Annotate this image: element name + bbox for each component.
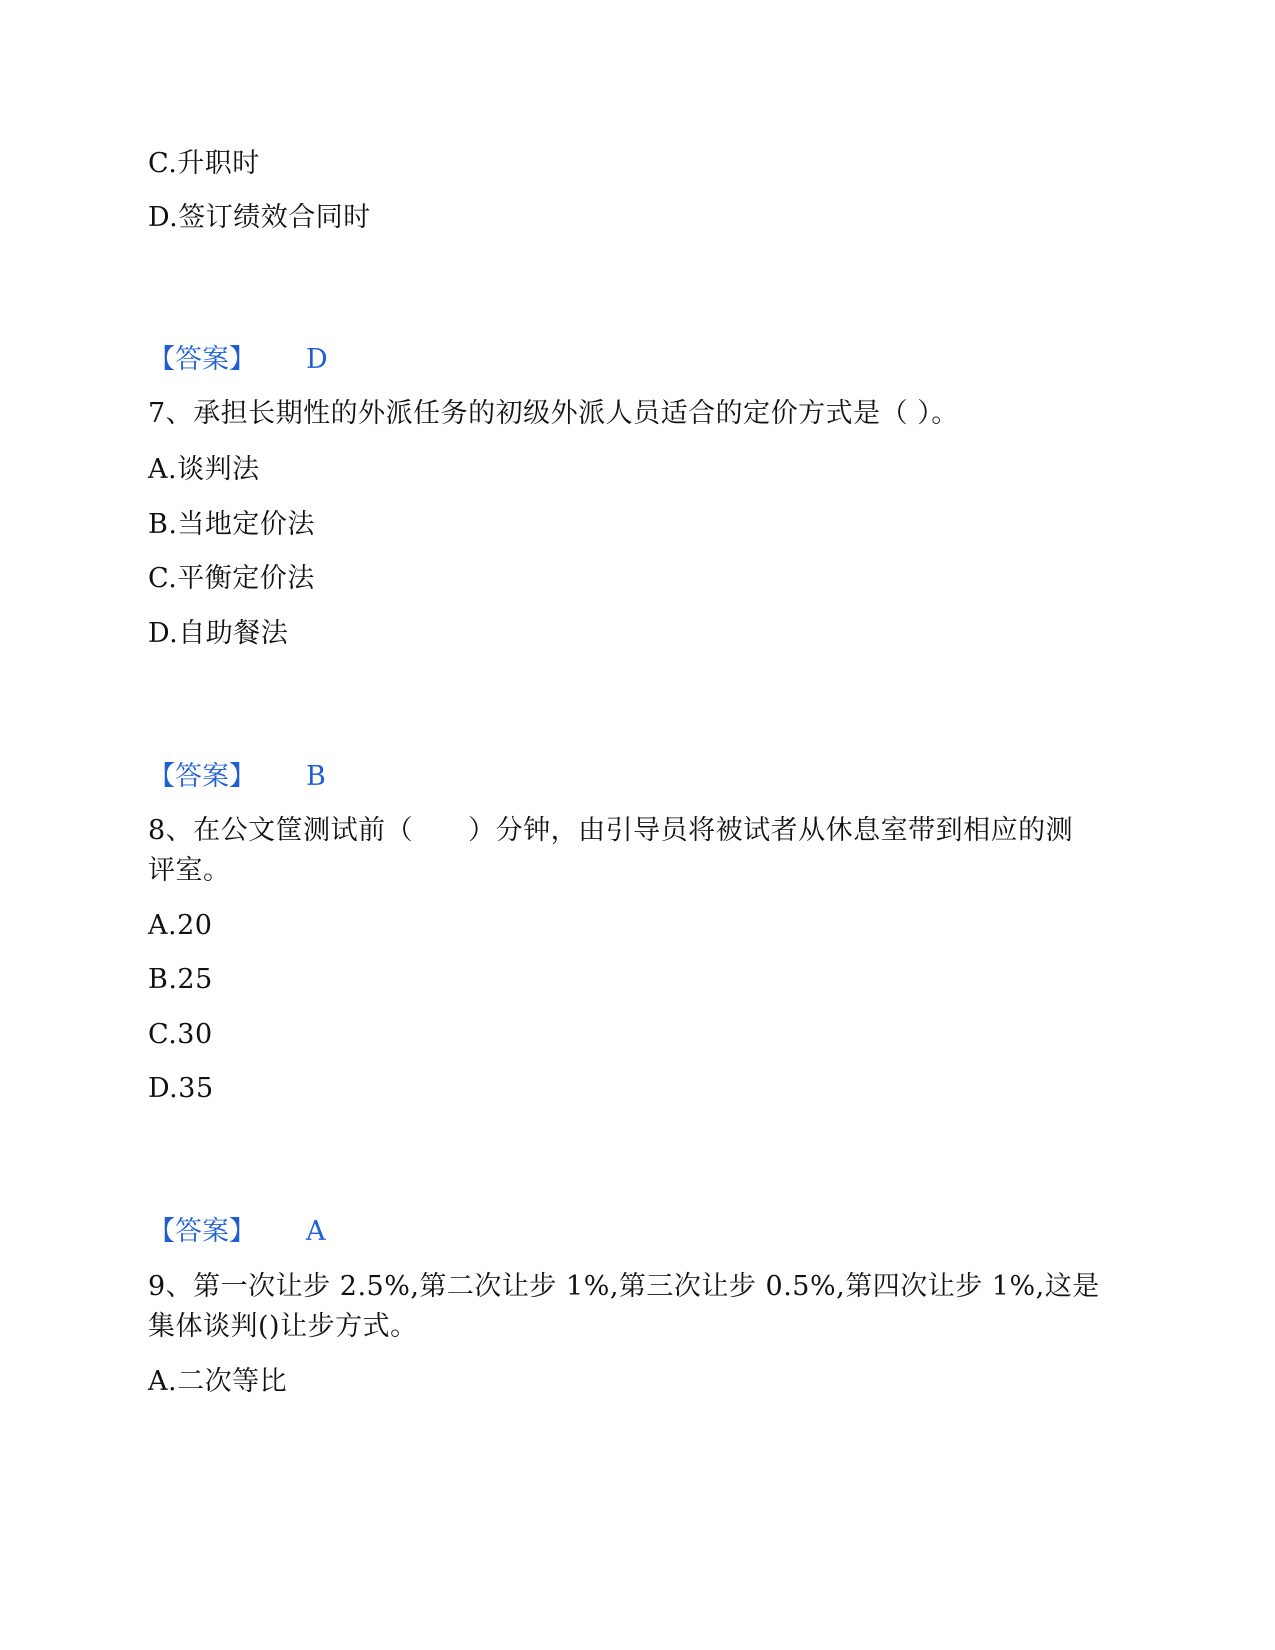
question-stem-line-1: 8、在公文筐测试前（ ）分钟，由引导员将被试者从休息室带到相应的测 <box>148 815 1074 846</box>
answer-value: A <box>306 1216 326 1247</box>
option-a: A.二次等比 <box>148 1366 288 1397</box>
answer-value: B <box>306 761 326 792</box>
option-b: B.当地定价法 <box>148 509 315 540</box>
option-d: D.35 <box>148 1073 214 1104</box>
answer-value: D <box>306 344 328 375</box>
option-c: C.30 <box>148 1019 213 1050</box>
option-a: A.谈判法 <box>148 454 260 485</box>
option-a: A.20 <box>148 910 213 941</box>
option-c: C.平衡定价法 <box>148 563 315 594</box>
answer-label: 【答案】 <box>148 344 256 375</box>
question-stem-line-2: 评室。 <box>148 855 231 886</box>
answer-label: 【答案】 <box>148 761 256 792</box>
answer-label: 【答案】 <box>148 1216 256 1247</box>
option-d: D.自助餐法 <box>148 618 289 649</box>
option-b: B.25 <box>148 964 213 995</box>
question-stem-line-2: 集体谈判()让步方式。 <box>148 1311 418 1342</box>
question-stem: 7、承担长期性的外派任务的初级外派人员适合的定价方式是（ ）。 <box>148 398 959 429</box>
option-d: D.签订绩效合同时 <box>148 202 371 233</box>
question-stem-line-1: 9、第一次让步 2.5%,第二次让步 1%,第三次让步 0.5%,第四次让步 1%,这是 <box>148 1271 1100 1302</box>
option-c: C.升职时 <box>148 148 260 179</box>
